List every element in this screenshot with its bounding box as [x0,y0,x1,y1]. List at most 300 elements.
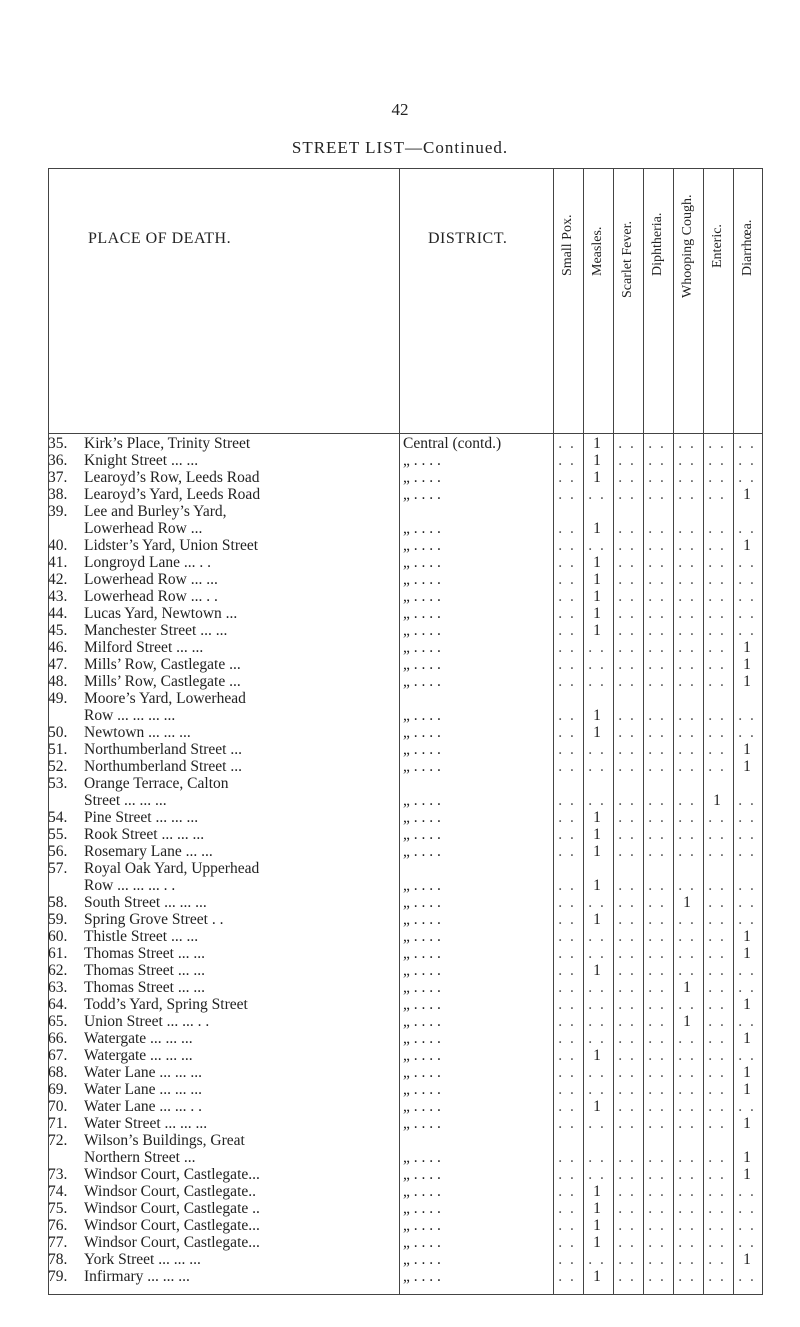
empty-cell: . . [558,1268,576,1285]
empty-cell: . . [648,520,666,537]
empty-cell: . . [648,1149,666,1166]
place-of-death: Northumberland Street ... [84,758,242,775]
diphtheria-header: Diphtheria. [650,212,665,276]
place-of-death: Learoyd’s Yard, Leeds Road [84,486,261,503]
row-number: 51. [48,741,68,758]
case-count: 1 [593,809,601,826]
empty-cell: . . [618,1234,636,1251]
empty-cell: . . [648,622,666,639]
empty-cell: . . [618,1217,636,1234]
empty-cell: . . [678,452,696,469]
case-count: 1 [743,486,751,503]
empty-cell: . . [588,1115,606,1132]
empty-cell: . . [648,1234,666,1251]
case-count: 1 [593,452,601,469]
empty-cell: . . [558,996,576,1013]
place-of-death: Thistle Street ... ... [84,928,199,945]
empty-cell: . . [708,588,726,605]
empty-cell: . . [648,605,666,622]
empty-cell: . . [618,1183,636,1200]
empty-cell: . . [558,520,576,537]
empty-cell: . . [648,1166,666,1183]
district: „ . . . . [403,452,441,469]
empty-cell: . . [618,741,636,758]
row-number: 53. [48,775,68,792]
empty-cell: . . [558,1047,576,1064]
district: „ . . . . [403,1098,441,1115]
empty-cell: . . [618,673,636,690]
table-row [48,673,763,690]
case-count: 1 [593,1200,601,1217]
empty-cell: . . [708,1166,726,1183]
empty-cell: . . [618,469,636,486]
empty-cell: . . [738,605,756,622]
place-of-death: Union Street ... ... . . [84,1013,210,1030]
empty-cell: . . [678,1166,696,1183]
place-of-death: Watergate ... ... ... [84,1047,193,1064]
table-row [48,622,763,639]
empty-cell: . . [738,979,756,996]
empty-cell: . . [678,554,696,571]
empty-cell: . . [588,741,606,758]
district: „ . . . . [403,1115,441,1132]
empty-cell: . . [558,622,576,639]
table-bottom-rule [48,1294,763,1295]
empty-cell: . . [708,1234,726,1251]
table-row [48,945,763,962]
empty-cell: . . [618,1149,636,1166]
case-count: 1 [593,605,601,622]
district: „ . . . . [403,1183,441,1200]
table-row [48,537,763,554]
row-number: 40. [48,537,68,554]
district: „ . . . . [403,1081,441,1098]
empty-cell: . . [558,1166,576,1183]
empty-cell: . . [558,1013,576,1030]
empty-cell: . . [618,1047,636,1064]
empty-cell: . . [678,1183,696,1200]
table-row [48,1268,763,1285]
empty-cell: . . [648,469,666,486]
measles-header: Measles. [590,226,605,276]
empty-cell: . . [738,707,756,724]
place-of-death: Knight Street ... ... [84,452,199,469]
empty-cell: . . [648,962,666,979]
row-number: 45. [48,622,68,639]
table-row [48,826,763,843]
empty-cell: . . [648,1030,666,1047]
place-of-death: Water Lane ... ... . . [84,1098,202,1115]
table-row [48,1200,763,1217]
table-row [48,690,763,724]
case-count: 1 [593,469,601,486]
empty-cell: . . [708,945,726,962]
empty-cell: . . [738,1200,756,1217]
case-count: 1 [743,1149,751,1166]
district: „ . . . . [403,605,441,622]
district: „ . . . . [403,877,441,894]
empty-cell: . . [708,996,726,1013]
table-row [48,860,763,894]
row-number: 44. [48,605,68,622]
district: „ . . . . [403,1217,441,1234]
empty-cell: . . [588,758,606,775]
empty-cell: . . [678,809,696,826]
district-header: DISTRICT. [428,230,508,247]
case-count: 1 [593,1047,601,1064]
district: Central (contd.) [403,435,502,452]
empty-cell: . . [708,809,726,826]
empty-cell: . . [618,554,636,571]
empty-cell: . . [738,452,756,469]
empty-cell: . . [708,435,726,452]
empty-cell: . . [708,1115,726,1132]
empty-cell: . . [738,435,756,452]
empty-cell: . . [708,1030,726,1047]
empty-cell: . . [708,928,726,945]
empty-cell: . . [588,979,606,996]
empty-cell: . . [648,996,666,1013]
table-row [48,1081,763,1098]
empty-cell: . . [708,1013,726,1030]
table-row [48,1234,763,1251]
empty-cell: . . [558,928,576,945]
row-number: 50. [48,724,68,741]
empty-cell: . . [678,1098,696,1115]
empty-cell: . . [588,1030,606,1047]
table-row [48,928,763,945]
empty-cell: . . [678,843,696,860]
row-number: 54. [48,809,68,826]
place-of-death: Learoyd’s Row, Leeds Road [84,469,260,486]
empty-cell: . . [648,452,666,469]
empty-cell: . . [618,537,636,554]
row-number: 60. [48,928,68,945]
place-of-death: Lowerhead Row ... ... [84,571,218,588]
place-of-death: Lee and Burley’s Yard, Lowerhead Row ... [84,503,227,537]
case-count: 1 [713,792,721,809]
empty-cell: . . [648,656,666,673]
table-row [48,996,763,1013]
empty-cell: . . [618,962,636,979]
empty-cell: . . [558,911,576,928]
district: „ . . . . [403,537,441,554]
empty-cell: . . [648,877,666,894]
district: „ . . . . [403,809,441,826]
empty-cell: . . [678,1200,696,1217]
place-of-death: Longroyd Lane ... . . [84,554,211,571]
case-count: 1 [743,928,751,945]
empty-cell: . . [558,486,576,503]
district: „ . . . . [403,707,441,724]
empty-cell: . . [558,979,576,996]
empty-cell: . . [558,758,576,775]
empty-cell: . . [558,945,576,962]
row-number: 49. [48,690,68,707]
empty-cell: . . [558,452,576,469]
place-of-death: Moore’s Yard, Lowerhead Row ... ... ... ... [84,690,246,724]
empty-cell: . . [588,1149,606,1166]
empty-cell: . . [708,622,726,639]
empty-cell: . . [648,1217,666,1234]
case-count: 1 [683,894,691,911]
case-count: 1 [743,639,751,656]
place-header: PLACE OF DEATH. [88,230,232,247]
table-row [48,1132,763,1166]
empty-cell: . . [618,656,636,673]
place-of-death: Mills’ Row, Castlegate ... [84,656,241,673]
empty-cell: . . [708,1098,726,1115]
case-count: 1 [593,588,601,605]
table-row [48,554,763,571]
row-number: 43. [48,588,68,605]
empty-cell: . . [738,894,756,911]
place-of-death: Water Street ... ... ... [84,1115,208,1132]
case-count: 1 [593,622,601,639]
table-row [48,656,763,673]
district: „ . . . . [403,1200,441,1217]
case-count: 1 [743,1030,751,1047]
table-row [48,1047,763,1064]
district: „ . . . . [403,758,441,775]
empty-cell: . . [588,1166,606,1183]
empty-cell: . . [708,894,726,911]
place-of-death: Manchester Street ... ... [84,622,228,639]
empty-cell: . . [648,588,666,605]
empty-cell: . . [558,1200,576,1217]
table-row [48,809,763,826]
district: „ . . . . [403,571,441,588]
empty-cell: . . [708,1268,726,1285]
empty-cell: . . [648,554,666,571]
empty-cell: . . [588,537,606,554]
empty-cell: . . [648,1064,666,1081]
empty-cell: . . [618,588,636,605]
empty-cell: . . [708,1064,726,1081]
empty-cell: . . [648,741,666,758]
empty-cell: . . [678,571,696,588]
empty-cell: . . [558,639,576,656]
place-of-death: York Street ... ... ... [84,1251,201,1268]
row-number: 48. [48,673,68,690]
empty-cell: . . [558,1098,576,1115]
place-of-death: Thomas Street ... ... [84,945,205,962]
empty-cell: . . [618,928,636,945]
empty-cell: . . [708,707,726,724]
row-number: 63. [48,979,68,996]
table-row [48,639,763,656]
empty-cell: . . [648,1268,666,1285]
empty-cell: . . [678,945,696,962]
empty-cell: . . [738,588,756,605]
empty-cell: . . [678,1081,696,1098]
empty-cell: . . [618,826,636,843]
case-count: 1 [593,911,601,928]
place-of-death: Lucas Yard, Newtown ... [84,605,238,622]
empty-cell: . . [618,1251,636,1268]
table-row [48,962,763,979]
empty-cell: . . [738,1217,756,1234]
place-of-death: Windsor Court, Castlegate... [84,1217,260,1234]
empty-cell: . . [678,1047,696,1064]
empty-cell: . . [648,928,666,945]
district: „ . . . . [403,928,441,945]
place-of-death: Thomas Street ... ... [84,979,205,996]
district: „ . . . . [403,843,441,860]
empty-cell: . . [618,571,636,588]
empty-cell: . . [618,1013,636,1030]
row-number: 64. [48,996,68,1013]
empty-cell: . . [738,843,756,860]
case-count: 1 [743,673,751,690]
empty-cell: . . [738,877,756,894]
table-row [48,452,763,469]
case-count: 1 [593,724,601,741]
table-row [48,435,763,452]
empty-cell: . . [648,809,666,826]
empty-cell: . . [648,486,666,503]
empty-cell: . . [648,435,666,452]
empty-cell: . . [618,1098,636,1115]
empty-cell: . . [678,639,696,656]
empty-cell: . . [708,1081,726,1098]
empty-cell: . . [648,843,666,860]
case-count: 1 [593,1234,601,1251]
empty-cell: . . [738,1098,756,1115]
empty-cell: . . [558,741,576,758]
empty-cell: . . [558,1217,576,1234]
table-row [48,486,763,503]
case-count: 1 [593,1098,601,1115]
district: „ . . . . [403,792,441,809]
empty-cell: . . [558,435,576,452]
row-number: 36. [48,452,68,469]
empty-cell: . . [708,656,726,673]
district: „ . . . . [403,1251,441,1268]
row-number: 70. [48,1098,68,1115]
empty-cell: . . [558,1064,576,1081]
table-row [48,588,763,605]
district: „ . . . . [403,979,441,996]
empty-cell: . . [738,469,756,486]
place-of-death: Watergate ... ... ... [84,1030,193,1047]
empty-cell: . . [738,1234,756,1251]
empty-cell: . . [738,1268,756,1285]
empty-cell: . . [708,911,726,928]
empty-cell: . . [588,945,606,962]
place-of-death: Water Lane ... ... ... [84,1064,202,1081]
place-of-death: Milford Street ... ... [84,639,204,656]
district: „ . . . . [403,1166,441,1183]
empty-cell: . . [648,1013,666,1030]
empty-cell: . . [708,979,726,996]
table-row [48,571,763,588]
empty-cell: . . [648,979,666,996]
empty-cell: . . [678,622,696,639]
table-row [48,724,763,741]
empty-cell: . . [648,894,666,911]
empty-cell: . . [678,1149,696,1166]
case-count: 1 [743,656,751,673]
table-row [48,1115,763,1132]
row-number: 37. [48,469,68,486]
place-of-death: Newtown ... ... ... [84,724,191,741]
district: „ . . . . [403,911,441,928]
case-count: 1 [743,1081,751,1098]
smallpox-header: Small Pox. [560,214,575,276]
empty-cell: . . [738,962,756,979]
district: „ . . . . [403,962,441,979]
empty-cell: . . [558,809,576,826]
row-number: 35. [48,435,68,452]
place-of-death: Water Lane ... ... ... [84,1081,202,1098]
table-row [48,741,763,758]
empty-cell: . . [588,792,606,809]
district: „ . . . . [403,656,441,673]
empty-cell: . . [708,639,726,656]
district: „ . . . . [403,639,441,656]
empty-cell: . . [618,1064,636,1081]
empty-cell: . . [708,724,726,741]
empty-cell: . . [648,724,666,741]
case-count: 1 [593,707,601,724]
empty-cell: . . [558,724,576,741]
empty-cell: . . [618,1166,636,1183]
empty-cell: . . [708,1149,726,1166]
case-count: 1 [593,877,601,894]
empty-cell: . . [618,945,636,962]
empty-cell: . . [708,469,726,486]
row-number: 56. [48,843,68,860]
empty-cell: . . [678,588,696,605]
district: „ . . . . [403,996,441,1013]
empty-cell: . . [588,673,606,690]
empty-cell: . . [678,911,696,928]
empty-cell: . . [678,962,696,979]
case-count: 1 [743,1064,751,1081]
empty-cell: . . [618,1200,636,1217]
empty-cell: . . [648,673,666,690]
place-of-death: Mills’ Row, Castlegate ... [84,673,241,690]
empty-cell: . . [678,1030,696,1047]
empty-cell: . . [588,996,606,1013]
district: „ . . . . [403,1047,441,1064]
empty-cell: . . [618,1081,636,1098]
district: „ . . . . [403,1234,441,1251]
empty-cell: . . [738,1013,756,1030]
empty-cell: . . [738,520,756,537]
row-number: 74. [48,1183,68,1200]
row-number: 52. [48,758,68,775]
row-number: 58. [48,894,68,911]
place-of-death: Infirmary ... ... ... [84,1268,190,1285]
empty-cell: . . [738,1047,756,1064]
district: „ . . . . [403,945,441,962]
empty-cell: . . [738,554,756,571]
place-of-death: Windsor Court, Castlegate... [84,1234,260,1251]
empty-cell: . . [588,894,606,911]
district: „ . . . . [403,486,441,503]
empty-cell: . . [558,1081,576,1098]
row-number: 65. [48,1013,68,1030]
empty-cell: . . [678,673,696,690]
scarlet-fever-header: Scarlet Fever. [620,221,635,298]
empty-cell: . . [678,724,696,741]
empty-cell: . . [558,1115,576,1132]
empty-cell: . . [618,724,636,741]
case-count: 1 [593,520,601,537]
empty-cell: . . [588,928,606,945]
